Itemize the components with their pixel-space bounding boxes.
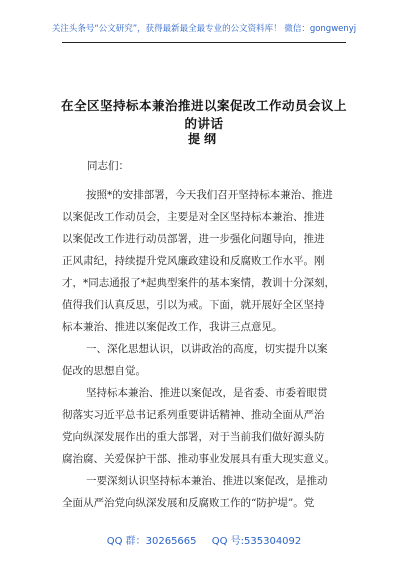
text-line: 才，*同志通报了*起典型案件的基本案情，教训十分深刻，: [62, 277, 335, 289]
footer-qq-number: QQ 号:535304092: [211, 536, 302, 547]
text-line: 以案促改工作进行动员部署，进一步强化问题导向，推进: [62, 233, 325, 245]
body-text: [62, 184, 352, 514]
text-line: 按照*的安排部署，今天我们召开坚持标本兼治、推进: [86, 189, 333, 201]
text-line: 坚持标本兼治、推进以案促改，是省委、市委着眼贯: [86, 387, 328, 399]
text-line: 党向纵深发展作出的重大部署，对于当前我们做好源头防: [62, 431, 325, 443]
text-line: 正风肃纪，持续提升党风廉政建设和反腐败工作水平。刚: [62, 255, 325, 267]
text-line: 以案促改工作动员会，主要是对全区坚持标本兼治、推进: [62, 211, 325, 223]
text-line: 促改的思想自觉。: [62, 365, 146, 377]
footer-qq-group: QQ 群：30265665: [106, 536, 197, 547]
document-title: 在全区坚持标本兼治推进以案促改工作动员会议上的讲话: [60, 98, 347, 131]
text-line: 一、深化思想认识，以讲政治的高度，切实提升以案: [86, 343, 328, 355]
header-divider: [62, 42, 346, 43]
text-line: 全面从严治党向纵深发展和反腐败工作的“防护堤”。党: [62, 497, 315, 509]
text-line: 彻落实习近平总书记系列重要讲话精神、推动全面从严治: [62, 409, 325, 421]
salutation: 同志们：: [87, 160, 129, 172]
text-line: 值得我们认真反思，引以为戒。下面，就开展好全区坚持: [62, 299, 325, 311]
text-line: 标本兼治、推进以案促改工作，我讲三点意见。: [62, 321, 283, 333]
text-line: 腐治腐、关爱保护干部、推动事业发展具有重大现实意义。: [62, 453, 335, 465]
header-banner: 关注头条号“公文研究”，获得最新最全最专业的公文资料库！ 微信：gongwenyj: [51, 24, 357, 34]
text-line: 一要深刻认识坚持标本兼治、推进以案促改，是推动: [86, 475, 328, 487]
document-subtitle: 提纲: [187, 132, 220, 146]
footer-contact: [0, 532, 408, 547]
